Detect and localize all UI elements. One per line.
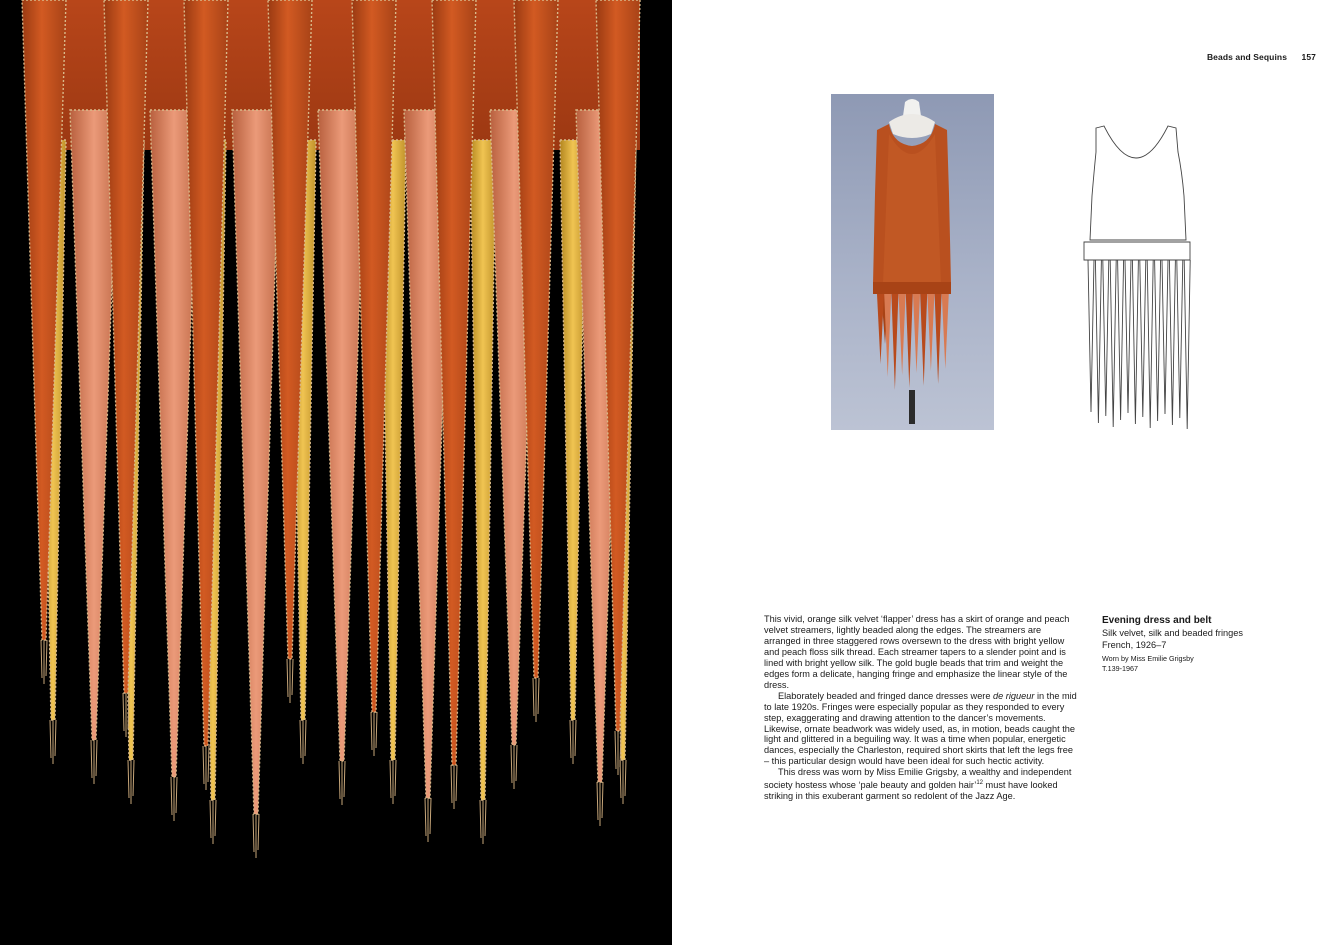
caption-materials: Silk velvet, silk and beaded fringes [1102,628,1243,638]
dress-fringe-streamer [920,294,927,386]
drawing-fringe-line [1132,260,1138,424]
section-title: Beads and Sequins [1206,52,1288,62]
caption-title: Evening dress and belt [1102,615,1212,626]
drawing-fringe-line [1095,260,1101,423]
line-drawing-illustration [1044,112,1228,434]
figure-caption [1102,614,1302,674]
drawing-fringe-line [1110,260,1116,427]
drawing-fringe-line [1155,260,1161,421]
paragraph-3-text-a: This dress was worn by Miss Emilie Grigsby, a wealthy and independent society hostess whose ‘pale beauty and golden hair’ [764,767,1072,791]
drawing-fringe-line [1162,260,1168,414]
paragraph-1: This vivid, orange silk velvet ‘flapper’ dress has a skirt of orange and peach velvet streamers, lightly beaded along the edges. The streamers are arranged in three staggered rows oversewn to the dress with bright yellow and peach floss silk thread. Each streamer tapers to a slender point and is lined with bright yellow silk. The gold bugle beads that trim and weight the edges form a delicate, hanging fringe and emphasize the linear style of the dress. [764,614,1070,690]
paragraph-2 [764,691,1078,768]
drawing-fringe-line [1103,260,1109,416]
dress-fringe-streamer [942,294,949,369]
paragraph-2-italic: de rigueur [993,690,1035,701]
dress-fringe-streamer [935,294,942,384]
body-text [764,614,1078,802]
paragraph-3 [764,767,1078,802]
page-number: 157 [1301,52,1316,62]
paragraph-2-text-a: Elaborately beaded and fringed dance dresses were [778,690,994,701]
caption-accession-number: T.139-1967 [1102,664,1138,673]
dress-fringe-streamer [891,294,898,390]
drawing-fringe-line [1184,260,1190,429]
dress-photo [831,94,994,430]
right-page [672,0,1342,945]
running-head [1207,52,1316,62]
dress-fringe-streamer [877,294,884,364]
drawing-fringe-line [1140,260,1146,417]
dress-fringe-streamer [913,294,920,373]
drawing-fringe-line [1169,260,1175,425]
dress-fringe-streamer [899,294,906,375]
dress-fringe-streamer [906,294,913,388]
caption-origin-date: French, 1926–7 [1102,640,1167,650]
drawing-fringe-line [1118,260,1124,420]
drawing-fringe-line [1147,260,1153,428]
dress-on-form-illustration [831,94,994,430]
dress-fringe-streamer [927,294,934,371]
caption-provenance: Worn by Miss Emilie Grigsby [1102,654,1194,663]
drawing-fringe-line [1088,260,1094,412]
paragraph-3-text-b: must have looked striking in this exuberant garment so redolent of the Jazz Age. [764,780,1058,802]
footnote-reference: 12 [976,780,983,787]
drawing-fringe-line [1125,260,1131,413]
drawing-fringe-line [1177,260,1183,418]
paragraph-2-text-b: in the mid to late 1920s. Fringes were especially popular as they responded to every step, exaggerating and drawing attention to the dancer’s movements. Likewise, ornate beadwork was widely used, as, in motion, beads caught the light and glittered in a beguiling way. It was a time when popular, energetic dances, especially the Charleston, required short skirts that left the legs free – this particular design would have been ideal for such hectic activity. [764,690,1077,767]
dress-line-drawing [1044,112,1228,434]
